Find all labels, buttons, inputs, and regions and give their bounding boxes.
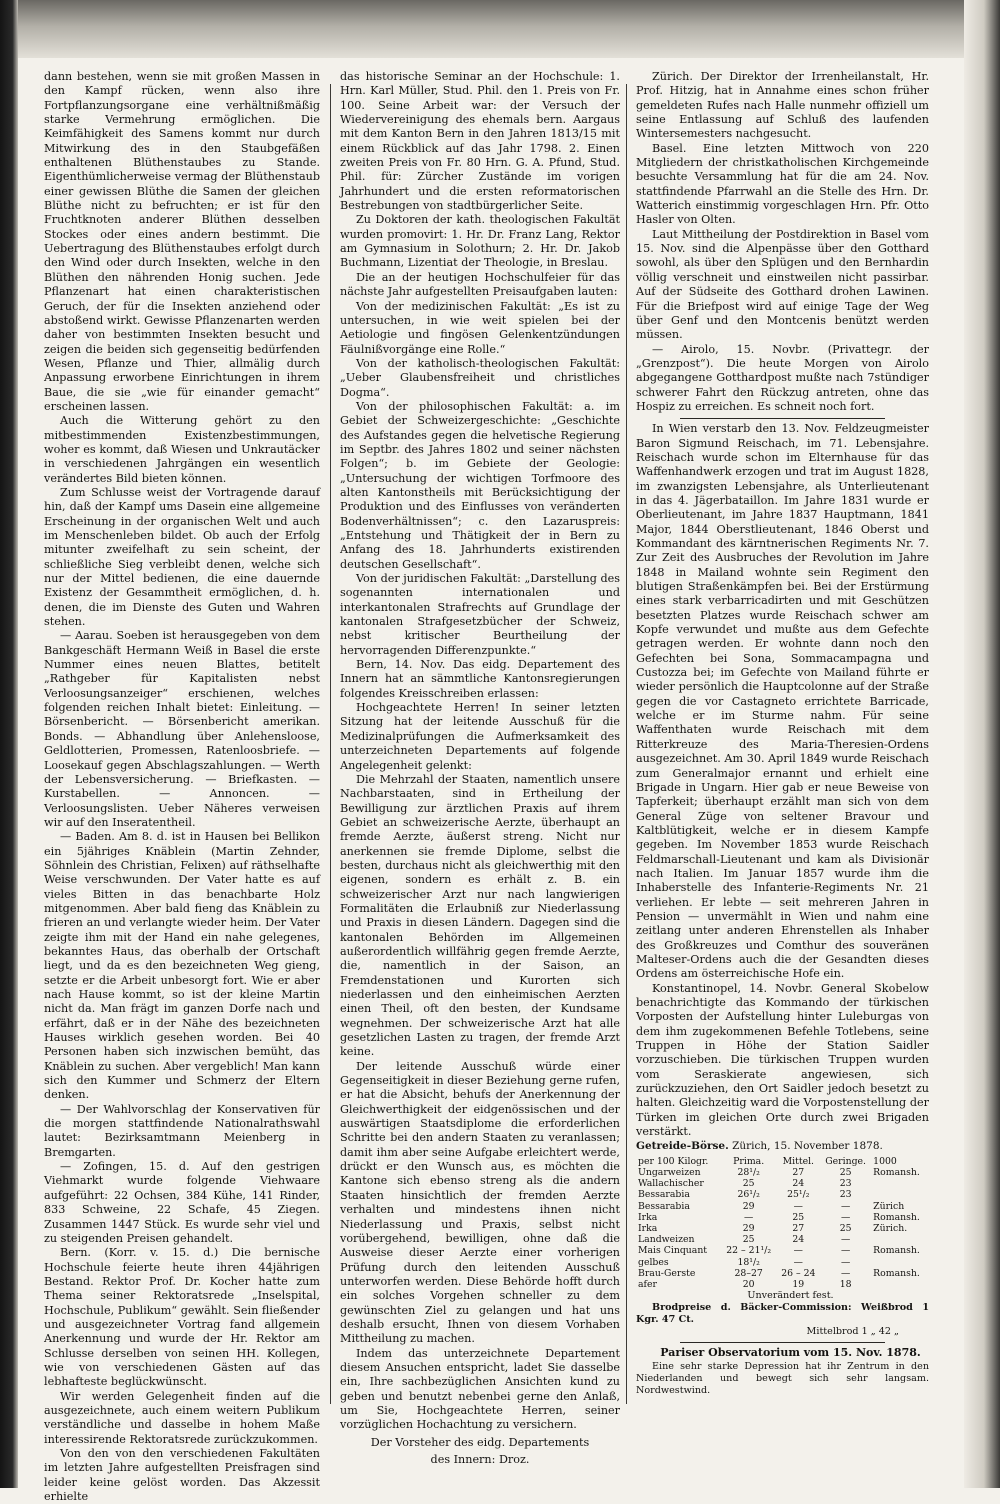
table-cell: —	[840, 1267, 851, 1279]
news-item-wahlvorschlag: — Der Wahlvorschlag der Konservativen für die morgen stattfindende Nationalrathswahl lautet: Bezirksamtmann Meienberg in Bremgarten.	[44, 1102, 320, 1159]
table-cell: —	[840, 1200, 851, 1212]
signature-line: des Innern: Droz.	[430, 1453, 530, 1466]
grain-price-table	[636, 1156, 929, 1290]
table-cell: 18¹/₂	[737, 1256, 760, 1268]
table-cell: —	[793, 1245, 803, 1257]
column-divider	[330, 84, 331, 1404]
table-cell: Irka	[638, 1211, 658, 1223]
article-paragraph: Die Mehrzahl der Staaten, namentlich unsere Nachbarstaaten, sind in Ertheilung der Bewilligung zur ärztlichen Praxis auf ihrem Gebiet an schweizerische Aerzte, überhaupt an fremde Aerzte, äußerst streng. Nicht nur anerkennen sie fremde Diplome, selbst die besten, durchaus nicht als gleichwerthig mit den eigenen, sondern es erhält z. B. ein schweizerischer Arzt nur nach langwierigen Formalitäten die Erlaubniß zur Niederlassung und Praxis in diesen Ländern. Dagegen sind die kantonalen Behörden im Allgemeinen außerordentlich willfährig gegen fremde Aerzte, die, namentlich in der Saison, an Fremdenstationen und Kurorten sich niederlassen und den einheimischen Aerzten einen Theil, oft den besten, der Kundsame wegnehmen. Der schweizerische Arzt hat alle gesetzlichen Lasten zu tragen, der fremde Arzt keine.	[340, 772, 620, 1059]
table-cell: 22 – 21¹/₂	[726, 1245, 772, 1257]
table-cell: 25	[839, 1223, 852, 1234]
article-paragraph: Indem das unterzeichnete Departement diesem Ansuchen entspricht, ladet Sie dasselbe ein, Ihre sachbezüglichen Ansichten kund zu geben und benutzt nebenbei gerne den Anlaß, um Sie, Hochgeachtete Herren, seiner vorzüglichen Hochachtung zu versichern.	[340, 1346, 620, 1432]
table-row	[636, 1279, 929, 1290]
table-header-cell: Geringe.	[825, 1155, 866, 1167]
table-cell: 25	[742, 1234, 755, 1246]
table-cell: Romansh.	[873, 1245, 920, 1257]
observatorium-title: Pariser Observatorium vom 15. Nov. 1878.	[660, 1346, 921, 1360]
table-cell: Ungarweizen	[638, 1166, 701, 1178]
column-divider	[626, 84, 627, 1404]
table-cell: 24	[792, 1178, 805, 1190]
article-paragraph: Der leitende Ausschuß würde einer Gegenseitigkeit in dieser Beziehung gerne rufen, er hat die Absicht, behufs der Anerkennung der Gleichwerthigkeit der eidgenössischen und der auswärtigen Staatsdiplome die erforderlichen Schritte bei den andern Staaten zu veranlassen; damit ihm aber seine Aufgabe erleichtert werde, drückt er den Wunsch aus, es möchten die Kantone sich ebenso streng als die andern Staaten hinsichtlich der fremden Aerzte verhalten und mindestens ihnen nicht Niederlassung und Praxis, selbst nicht vorübergehend, bewilligen, ohne daß die Ausweise dieser Aerzte einer vorherigen Prüfung durch den leitenden Ausschuß unterworfen werden. Diese Behörde hofft durch ein solches Vorgehen schneller zu dem gewünschten Ziel zu gelangen und hat uns deshalb ersucht, Ihnen von diesem Vorhaben Mittheilung zu machen.	[340, 1059, 620, 1346]
news-item-airolo: — Airolo, 15. Novbr. (Privattegr. der „Grenzpost“). Die heute Morgen von Airolo abgegangene Gotthardpost mußte nach 7stündiger schwerer Fahrt den Rückzug antreten, ohne das Hospiz zu erreichen. Es schneit noch fort.	[636, 342, 929, 413]
table-header-cell: Prima.	[733, 1155, 765, 1167]
column-left	[44, 70, 320, 1504]
table-cell: 24	[792, 1234, 805, 1246]
news-item-konstantinopel: Konstantinopel, 14. Novbr. General Skobelow benachrichtigte das Kommando der türkischen Vorposten der Aufstellung hinter Luleburgas von dem ihm zugekommenen Befehle Totlebens, seine Truppen in Höhe der Station Saidler vorzuschieben. Die türkischen Truppen wurden vom Seraskierate angewiesen, sich zurückzuziehen, den Ort Saidler jedoch besetzt zu halten. Gleichzeitig ward die Vorpostenstellung der Türken im gleichen Orte durch zwei Brigaden verstärkt.	[636, 981, 929, 1139]
table-row	[636, 1178, 929, 1189]
scan-left-edge	[0, 0, 18, 1488]
article-paragraph: Von der juridischen Fakultät: „Darstellung des sogenannten internationalen und interkantonalen Strafrechts auf Grundlage der kantonalen Strafgesetzbücher der Schweiz, nebst kritischer Beurtheilung der hervorragenden Differenzpunkte.“	[340, 572, 620, 657]
table-cell: Wallachischer	[638, 1178, 704, 1190]
table-cell	[871, 1189, 929, 1200]
table-cell	[871, 1257, 929, 1268]
newspaper-page	[44, 70, 964, 1504]
table-cell: —	[744, 1211, 754, 1223]
table-cell	[871, 1234, 929, 1245]
table-row	[636, 1223, 929, 1234]
table-cell: 23	[839, 1178, 852, 1190]
table-header-cell: Mittel.	[782, 1155, 815, 1167]
table-row	[636, 1201, 929, 1212]
article-paragraph: Wir werden Gelegenheit finden auf die ausgezeichnete, auch einem weitern Publikum verständliche und dasselbe in hohem Maße interessirende Rektoratsrede zurückzukommen.	[44, 1389, 320, 1446]
table-row	[636, 1268, 929, 1279]
bread-prices: Brodpreise d. Bäcker-Commission: Weißbrod 1 Kgr. 47 Ct.	[636, 1302, 929, 1326]
boerse-place-date: Zürich, 15. November 1878.	[732, 1140, 883, 1153]
article-paragraph: Zu Doktoren der kath. theologischen Fakultät wurden promovirt: 1. Hr. Dr. Franz Lang, Rektor am Gymnasium in Solothurn; 2. Hr. Dr. Jakob Buchmann, Lizentiat der Theologie, in Breslau.	[340, 213, 620, 270]
table-header-cell: per 100 Kilogr.	[638, 1155, 709, 1167]
table-cell: —	[840, 1256, 851, 1268]
table-cell: 18	[839, 1279, 852, 1291]
table-row	[636, 1189, 929, 1200]
observatorium-report: Eine sehr starke Depression hat ihr Zentrum in den Niederlanden und bewegt sich sehr langsam. Nordwestwind.	[636, 1360, 929, 1396]
news-item-aarau: — Aarau. Soeben ist herausgegeben von dem Bankgeschäft Hermann Weiß in Basel die erste Nummer eines neuen Blattes, betitelt „Rathgeber für Kapitalisten nebst Verloosungsanzeiger“ erschienen, welches folgenden reichen Inhalt bietet: Einleitung. — Börsenbericht. — Börsenbericht amerikan. Bonds. — Abhandlung über Anlehensloose, Geldlotterien, Promessen, Ratenloosbriefe. — Loosekauf gegen Abschlagszahlungen. — Werth der Lebensversicherung. — Briefkasten. — Kurstabellen. — Annoncen. — Verloosungslisten. Ueber Näheres verweisen wir auf den Inseratentheil.	[44, 629, 320, 829]
table-cell: 26 – 24	[781, 1267, 816, 1279]
scan-top-shadow	[18, 0, 1000, 58]
article-paragraph: Von der philosophischen Fakultät: a. im Gebiet der Schweizergeschichte: „Geschichte des Aufstandes gegen die helvetische Regierung im Septbr. des Jahres 1802 und seiner nächsten Folgen“; b. im Gebiete der Geologie: „Untersuchung der wichtigen Torfmoore des alten Kantonstheils mit Berücksichtigung der Produktion und des Einflusses von veränderten Bodenverhältnissen“; c. den Lazaruspreis: „Entstehung und Thätigkeit der in Bern zu Anfang des 18. Jahrhunderts existirenden deutschen Gesellschaft“.	[340, 399, 620, 571]
table-cell: Bessarabia	[638, 1189, 690, 1201]
table-cell: 29	[742, 1223, 755, 1234]
news-item-zuerich: Zürich. Der Direktor der Irrenheilanstalt, Hr. Prof. Hitzig, hat in Annahme eines schon früher gemeldeten Rufes nach Halle nunmehr offiziell um seine Entlassung auf Schluß des laufenden Wintersemesters nachgesucht.	[636, 70, 929, 141]
table-cell: gelbes	[638, 1256, 669, 1268]
table-cell: —	[793, 1200, 803, 1212]
table-header-row	[636, 1156, 929, 1167]
table-cell: Romansh.	[873, 1211, 920, 1223]
table-cell: —	[840, 1245, 851, 1257]
table-cell: Romansh.	[873, 1166, 920, 1178]
table-cell: Romansh.	[873, 1267, 920, 1279]
table-cell	[871, 1279, 929, 1290]
table-row	[636, 1212, 929, 1223]
table-cell: 25¹/₂	[787, 1189, 810, 1201]
news-item-zofingen: — Zofingen, 15. d. Auf den gestrigen Viehmarkt wurde folgende Viehwaare aufgeführt: 22 Ochsen, 384 Kühe, 141 Rinder, 833 Schweine, 22 Schafe, 45 Ziegen. Zusammen 1447 Stück. Es wurde sehr viel und zu steigenden Preisen gehandelt.	[44, 1160, 320, 1245]
table-cell: 19	[792, 1279, 805, 1291]
table-cell: Landweizen	[638, 1234, 695, 1246]
article-paragraph: Von der medizinischen Fakultät: „Es ist zu untersuchen, in wie weit spielen bei der Aetiologie und fingösen Gelenkentzündungen Fäulnißvorgänge eine Rolle.“	[340, 299, 620, 356]
article-paragraph: Von den von den verschiedenen Fakultäten im letzten Jahre aufgestellten Preisfragen sind leider keine gelöst worden. Das Akzessit erhielte	[44, 1447, 320, 1504]
boerse-heading	[636, 1139, 929, 1153]
separator-rule	[680, 1342, 885, 1343]
table-cell: 28–27	[734, 1267, 763, 1279]
article-paragraph: dann bestehen, wenn sie mit großen Massen in den Kampf rücken, wenn also ihre Fortpflanzungsorgane eine verhältnißmäßig starke Vermehrung ermöglichen. Die Keimfähigkeit des Samens kommt nur durch Mitwirkung des in den Staubgefäßen enthaltenen Blüthenstaubes zu Stande. Eigenthümlicherweise vermag der Blüthenstaub einer gewissen Blüthe die Samen der gleichen Blüthe nicht zu befruchten; er ist für den Fruchtknoten anderer Blüthen desselben Stockes oder eines andern bestimmt. Die Uebertragung des Blüthenstaubes erfolgt durch den Wind oder durch Insekten, welche in den Blüthen den nährenden Honig suchen. Jede Pflanzenart hat einen charakteristischen Geruch, der für die Insekten anziehend oder abstoßend wirkt. Gewisse Pflanzenarten werden daher von bestimmten Insekten besucht und zeigen die beiden sich gegenseitig bedürfenden Wesen, Pflanze und Thier, allmälig durch Anpassung erworbene Einrichtungen in ihrem Baue, die sie „wie für einander gemacht“ erscheinen lassen.	[44, 70, 320, 413]
table-cell: Mais Cinquant	[638, 1245, 708, 1257]
table-row	[636, 1257, 929, 1268]
table-cell: Zürich.	[873, 1223, 908, 1234]
table-cell: Bessarabia	[638, 1200, 690, 1212]
table-cell: 26¹/₂	[737, 1189, 760, 1201]
boerse-note: Unverändert fest.	[747, 1290, 834, 1302]
table-cell: Irka	[638, 1223, 658, 1234]
table-row	[636, 1234, 929, 1245]
news-item-bern-kreisschreiben: Bern, 14. Nov. Das eidg. Departement des Innern hat an sämmtliche Kantonsregierungen folgendes Kreisschreiben erlassen:	[340, 658, 620, 700]
table-cell	[871, 1178, 929, 1189]
news-item-postdirektion: Laut Mittheilung der Postdirektion in Basel vom 15. Nov. sind die Alpenpässe über den Gotthard sowohl, als über den Splügen und den Bernhardin völlig verschneit und einstweilen nicht passirbar. Auf der Südseite des Gotthard drohen Lawinen. Für die Briefpost wird auf einige Tage der Weg über Genf und den Montcenis benützt werden müssen.	[636, 227, 929, 342]
news-item-wien: In Wien verstarb den 13. Nov. Feldzeugmeister Baron Sigmund Reischach, im 71. Lebensjahre. Reischach wurde schon im Elternhause für das Waffenhandwerk erzogen und trat im August 1828, im zwanzigsten Lebensjahre, als Unterlieutenant in das 4. Jägerbataillon. Im Jahre 1831 wurde er Oberlieutenant, im Jahre 1837 Hauptmann, 1841 Major, 1844 Oberstlieutenant, 1846 Oberst und Kommandant des kärntnerischen Regiments Nr. 7. Zur Zeit des Ausbruches der Revolution im Jahre 1848 in Mailand wohnte sein Regiment den blutigen Straßenkämpfen bei. Bei der Erstürmung eines stark verbarricadirten und mit Geschützen besetzten Platzes wurde Reischach schwer am Kopfe verwundet und mußte aus dem Gefechte getragen werden. Er wohnte dann noch den Gefechten bei Sona, Sommacampagna und Custozza bei; im Gefechte von Mailand führte er wieder persönlich die Hauptcolonne auf der Straße gegen die vor Castagneto errichtete Barricade, welche er im Sturme nahm. Für seine Waffenthaten wurde Reischach mit dem Ritterkreuze des Maria-Theresien-Ordens ausgezeichnet. Am 30. April 1849 wurde Reischach zum Generalmajor ernannt und erhielt eine Brigade in Ungarn. Hier gab er neue Beweise von Tapferkeit; überhaupt erzählt man sich von dem General Züge von seltener Bravour und Kaltblütigkeit, welche er in diesem Kampfe gegeben. Im November 1853 wurde Reischach Feldmarschall-Lieutenant und kam als Divisionär nach Italien. Im Januar 1857 wurde ihm die Inhaberstelle des Infanterie-Regiments Nr. 21 verliehen. Er lebte — seit mehreren Jahren in Pension — unvermählt in Wien und nahm eine zeitlang unter anderen Ehrenstellen als Inhaber des Großkreuzes und Comthur des souveränen Malteser-Ordens auch die der Gesandten dieses Ordens am österreichische Hofe ein.	[636, 422, 929, 981]
news-item-basel: Basel. Eine letzten Mittwoch von 220 Mitgliedern der christkatholischen Kirchgemeinde besuchte Versammlung hat für die am 24. Nov. stattfindende Pfarrwahl an die Stelle des Hrn. Dr. Watterich einstimmig vorgeschlagen Hrn. Pfr. Otto Hasler von Olten.	[636, 141, 929, 227]
bread-prices-middle: Mittelbrod 1 „ 42 „	[806, 1326, 899, 1338]
table-cell: afer	[638, 1279, 657, 1291]
article-paragraph: Von der katholisch-theologischen Fakultät: „Ueber Glaubensfreiheit und christliches Dogma“.	[340, 356, 620, 399]
table-cell: Brau-Gerste	[638, 1267, 696, 1279]
article-paragraph: Die an der heutigen Hochschulfeier für das nächste Jahr aufgestellten Preisaufgaben lauten:	[340, 270, 620, 299]
table-cell: 25	[742, 1178, 755, 1190]
scan-right-edge	[964, 0, 1000, 1488]
signature-line: Der Vorsteher des eidg. Departements	[370, 1435, 590, 1449]
table-cell: —	[840, 1234, 851, 1246]
table-cell: Zürich	[873, 1200, 905, 1212]
news-item-bern-hochschule: Bern. (Korr. v. 15. d.) Die bernische Hochschule feierte heute ihren 44jährigen Bestand. Rektor Prof. Dr. Kocher hatte zum Thema seiner Rektoratsrede „Inselspital, Hochschule, Publikum“ gewählt. Sein fließender und ausgezeichneter Vortrag fand allgemein Anerkennung und wurde der Hr. Rektor am Schlusse derselben von seinen HH. Kollegen, wie von verschiedenen Gästen auf das lebhafteste beglückwünscht.	[44, 1246, 320, 1389]
table-cell: 25	[839, 1166, 852, 1178]
table-cell: 28¹/₂	[737, 1166, 760, 1178]
table-row	[636, 1167, 929, 1178]
article-paragraph: Zum Schlusse weist der Vortragende darauf hin, daß der Kampf ums Dasein eine allgemeine Erscheinung in der organischen Welt und auch im Menschenleben bildet. Ob auch der Erfolg mitunter zweifelhaft zu sein scheint, der schließliche Sieg verbleibt denen, welche sich nur der Mittel bedienen, die eine dauernde Existenz der Gesammtheit ermöglichen, d. h. denen, die im Dienste des Guten und Wahren stehen.	[44, 485, 320, 629]
table-header-cell: 1000	[873, 1155, 897, 1167]
boerse-title: Getreide-Börse.	[636, 1140, 729, 1153]
table-cell: 25	[792, 1211, 805, 1223]
table-cell: 23	[839, 1189, 852, 1201]
table-cell: 20	[742, 1279, 755, 1291]
table-cell: —	[793, 1256, 803, 1268]
table-cell: 29	[742, 1200, 755, 1212]
table-cell: —	[840, 1211, 851, 1223]
column-right	[636, 70, 929, 1397]
article-paragraph: Hochgeachtete Herren! In seiner letzten Sitzung hat der leitende Ausschuß für die Medizinalprüfungen die Aufmerksamkeit des unterzeichneten Departements auf folgende Angelegenheit gelenkt:	[340, 701, 620, 772]
news-item-baden: — Baden. Am 8. d. ist in Hausen bei Bellikon ein 5jähriges Knäblein (Martin Zehnder, Söhnlein des Christian, Felixen) auf räthselhafte Weise verschwunden. Der Vater hatte es auf vieles Bitten in das benachbarte Holz mitgenommen. Aber bald fieng das Knäblein zu frieren an und verlangte wieder heim. Der Vater zeigte ihm mit der Hand ein nahe gelegenes, bekanntes Haus, das oberhalb der Ortschaft liegt, und da es den bezeichneten Weg gieng, setzte er die Arbeit unbesorgt fort. Wie er aber nach Hause kommt, so ist der kleine Martin nicht da. Man frägt im ganzen Dorfe nach und erfährt, daß er in der Nähe des bezeichneten Hauses wirklich gesehen worden. Bei 40 Personen haben sich inzwischen bemüht, das Knäblein zu suchen. Aber vergeblich! Man kann sich den Kummer und Schmerz der Eltern denken.	[44, 830, 320, 1102]
column-middle	[340, 70, 620, 1467]
article-paragraph: Auch die Witterung gehört zu den mitbestimmenden Existenzbestimmungen, woher es kommt, daß Wiesen und Unkrautäcker in verschiedenen Jahrgängen ein wesentlich verändertes Bild bieten können.	[44, 414, 320, 485]
table-cell: 27	[792, 1166, 805, 1178]
table-row	[636, 1245, 929, 1256]
separator-rule	[680, 418, 885, 419]
table-cell: 27	[792, 1223, 805, 1234]
article-paragraph: das historische Seminar an der Hochschule: 1. Hrn. Karl Müller, Stud. Phil. den 1. Preis von Fr. 100. Seine Arbeit war: der Versuch der Wiedervereinigung des ehemals bern. Aargaus mit dem Kanton Bern in den Jahren 1813/15 mit einem Rückblick auf das Jahr 1798. 2. Einen zweiten Preis von Fr. 80 Hrn. G. A. Pfund, Stud. Phil. für: Zürcher Zustände im vorigen Jahrhundert und die ersten reformatorischen Bestrebungen von stadtbürgerlicher Seite.	[340, 70, 620, 213]
